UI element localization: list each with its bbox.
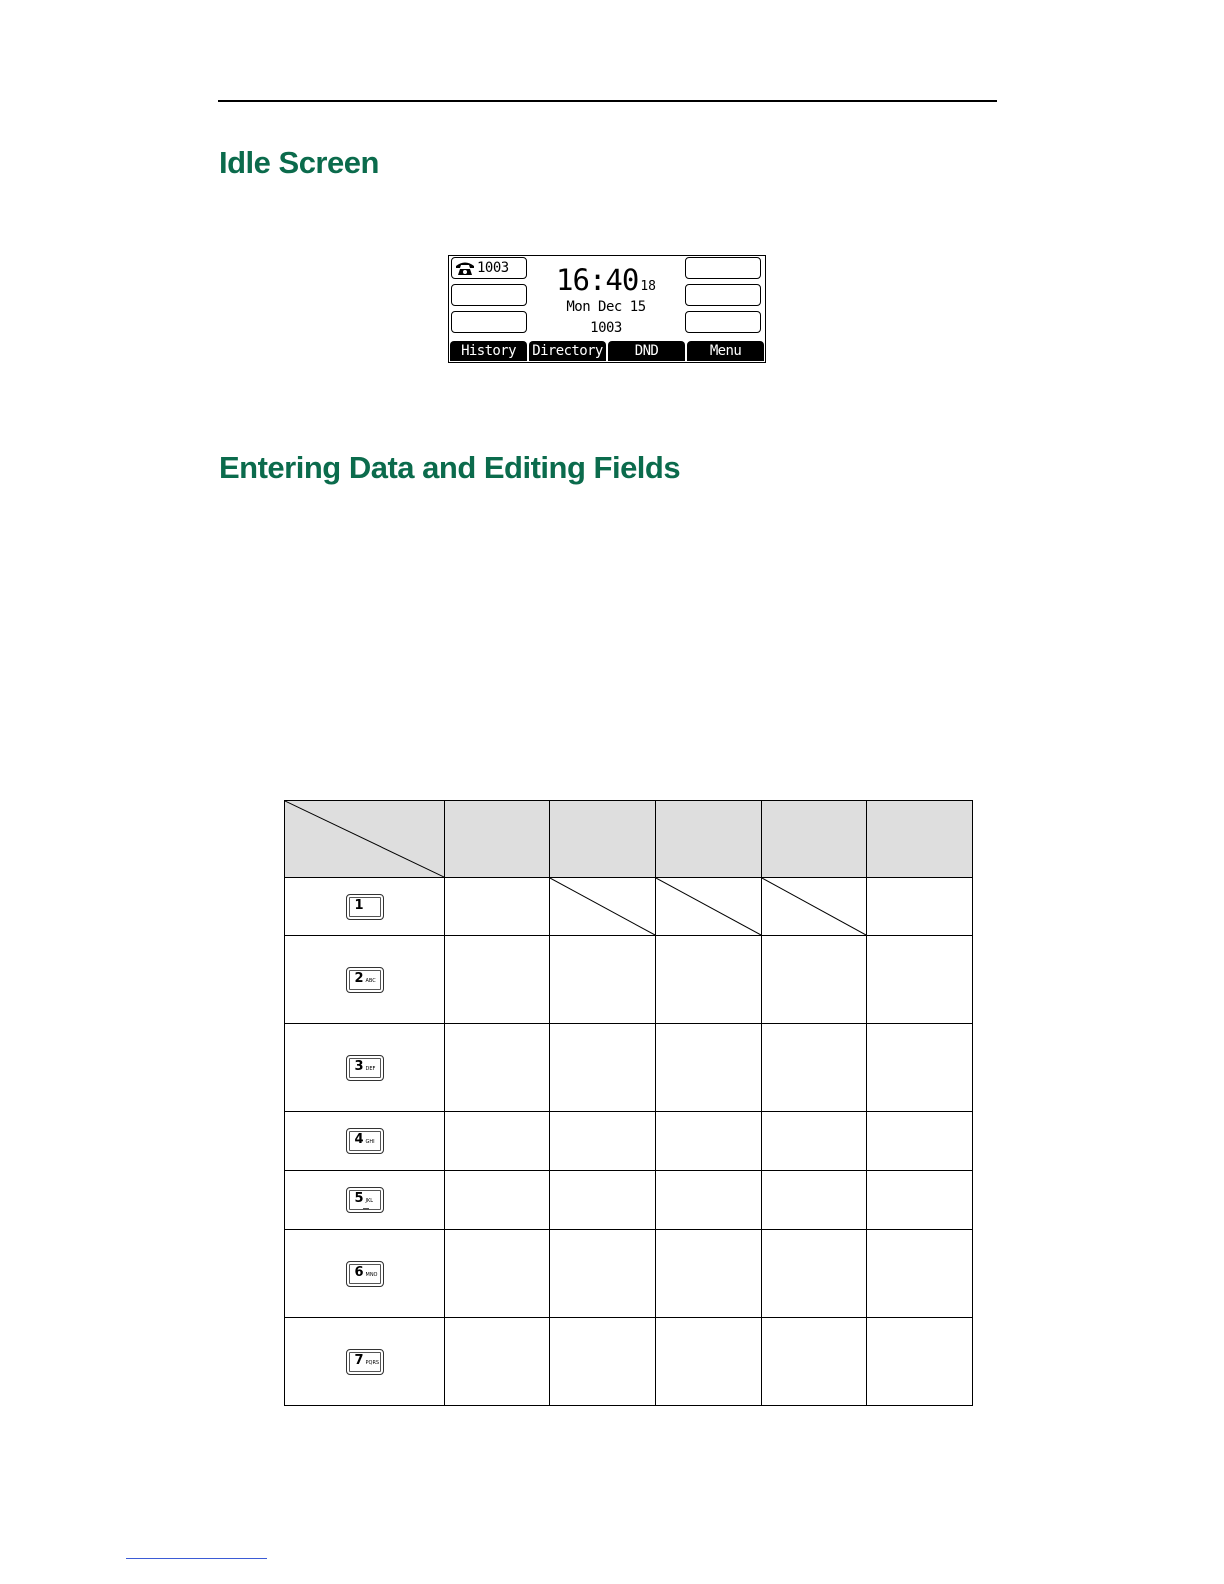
cell-diagonal (550, 878, 655, 935)
line-key-3[interactable] (451, 311, 527, 333)
softkey-dnd[interactable]: DND (608, 341, 685, 361)
table-row (285, 1024, 973, 1112)
keypad-key-1 (346, 894, 384, 920)
table-cell (867, 1318, 973, 1406)
table-cell (867, 1024, 973, 1112)
table-cell (445, 936, 550, 1024)
table-cell (762, 1024, 867, 1112)
header-corner-cell (285, 801, 445, 878)
keypad-key-7 (346, 1349, 384, 1375)
key-digit: 4 (354, 1132, 364, 1147)
line-key-6[interactable] (685, 311, 761, 333)
table-row (285, 878, 973, 936)
table-cell (656, 1230, 762, 1318)
key-digit: 5 (354, 1191, 364, 1206)
table-row (285, 1171, 973, 1230)
table-cell-empty (550, 878, 656, 936)
line-key-2[interactable] (451, 284, 527, 306)
header-cell (867, 801, 973, 878)
key-cell (285, 1230, 445, 1318)
key-cell (285, 1112, 445, 1171)
table-cell (550, 936, 656, 1024)
key-cell (285, 1171, 445, 1230)
key-letters: MNO (365, 1271, 378, 1278)
header-rule (218, 100, 997, 102)
table-cell (445, 878, 550, 936)
key-letters: PQRS (365, 1359, 380, 1366)
table-cell (867, 1112, 973, 1171)
key-digit: 7 (354, 1352, 364, 1368)
key-cell (285, 1318, 445, 1406)
cell-diagonal (762, 878, 866, 935)
key-digit: 1 (354, 897, 364, 913)
header-cell (445, 801, 550, 878)
date-label: Mon Dec 15 (566, 299, 646, 315)
table-cell (445, 1171, 550, 1230)
line-key-1[interactable] (451, 257, 527, 279)
table-cell (550, 1230, 656, 1318)
table-header-row (285, 801, 973, 878)
key-cell (285, 936, 445, 1024)
header-diagonal (285, 801, 444, 877)
cell-diagonal (656, 878, 761, 935)
table-cell (550, 1318, 656, 1406)
keypad-key-2 (346, 967, 384, 993)
table-cell-empty (762, 878, 867, 936)
header-cell (550, 801, 656, 878)
key-tactile-bump (363, 1208, 369, 1209)
table-row (285, 1230, 973, 1318)
table-cell (762, 1112, 867, 1171)
clock-seconds: 18 (640, 279, 656, 294)
key-letters: GHI (365, 1139, 375, 1145)
table-cell-empty (656, 878, 762, 936)
line-key-1-label: 1003 (477, 260, 509, 276)
clock (529, 263, 683, 297)
table-row (285, 1112, 973, 1171)
keypad-key-3 (346, 1055, 384, 1081)
table-cell (550, 1171, 656, 1230)
header-cell (656, 801, 762, 878)
table-cell (867, 878, 973, 936)
table-cell (762, 1171, 867, 1230)
key-cell (285, 1024, 445, 1112)
table-cell (445, 1024, 550, 1112)
footer-link-underline[interactable] (126, 1558, 267, 1559)
table-cell (867, 1171, 973, 1230)
table-cell (762, 1318, 867, 1406)
line-key-4[interactable] (685, 257, 761, 279)
table-cell (550, 1024, 656, 1112)
table-cell (445, 1318, 550, 1406)
softkey-bar (450, 341, 764, 361)
key-cell (285, 878, 445, 936)
table-cell (867, 1230, 973, 1318)
table-cell (550, 1112, 656, 1171)
table-cell (656, 1171, 762, 1230)
table-cell (656, 1318, 762, 1406)
table-row (285, 936, 973, 1024)
table-cell (445, 1112, 550, 1171)
key-digit: 2 (354, 970, 364, 986)
key-digit: 6 (354, 1264, 364, 1280)
table-cell (445, 1230, 550, 1318)
keypad-key-5 (346, 1187, 384, 1213)
phone-idle-screen (448, 255, 766, 363)
phone-handset-icon (455, 260, 475, 276)
keypad-key-6 (346, 1261, 384, 1287)
extension-label: 1003 (590, 320, 622, 336)
key-digit: 3 (354, 1058, 364, 1074)
table-cell (762, 936, 867, 1024)
table-cell (867, 936, 973, 1024)
table-cell (656, 1024, 762, 1112)
softkey-history[interactable]: History (450, 341, 527, 361)
header-cell (762, 801, 867, 878)
key-letters: JKL (365, 1198, 374, 1204)
table-cell (762, 1230, 867, 1318)
clock-time: 16:40 (556, 263, 639, 297)
table-cell (656, 936, 762, 1024)
key-letters: ABC (365, 977, 376, 984)
softkey-directory[interactable]: Directory (529, 341, 606, 361)
table-cell (656, 1112, 762, 1171)
line-key-5[interactable] (685, 284, 761, 306)
section-heading-entering-data: Entering Data and Editing Fields (219, 450, 681, 485)
key-letters: DEF (365, 1065, 376, 1072)
softkey-menu[interactable]: Menu (687, 341, 764, 361)
keypad-key-4 (346, 1128, 384, 1154)
table-row (285, 1318, 973, 1406)
keypad-character-table (284, 800, 973, 1406)
section-heading-idle-screen: Idle Screen (219, 145, 379, 180)
